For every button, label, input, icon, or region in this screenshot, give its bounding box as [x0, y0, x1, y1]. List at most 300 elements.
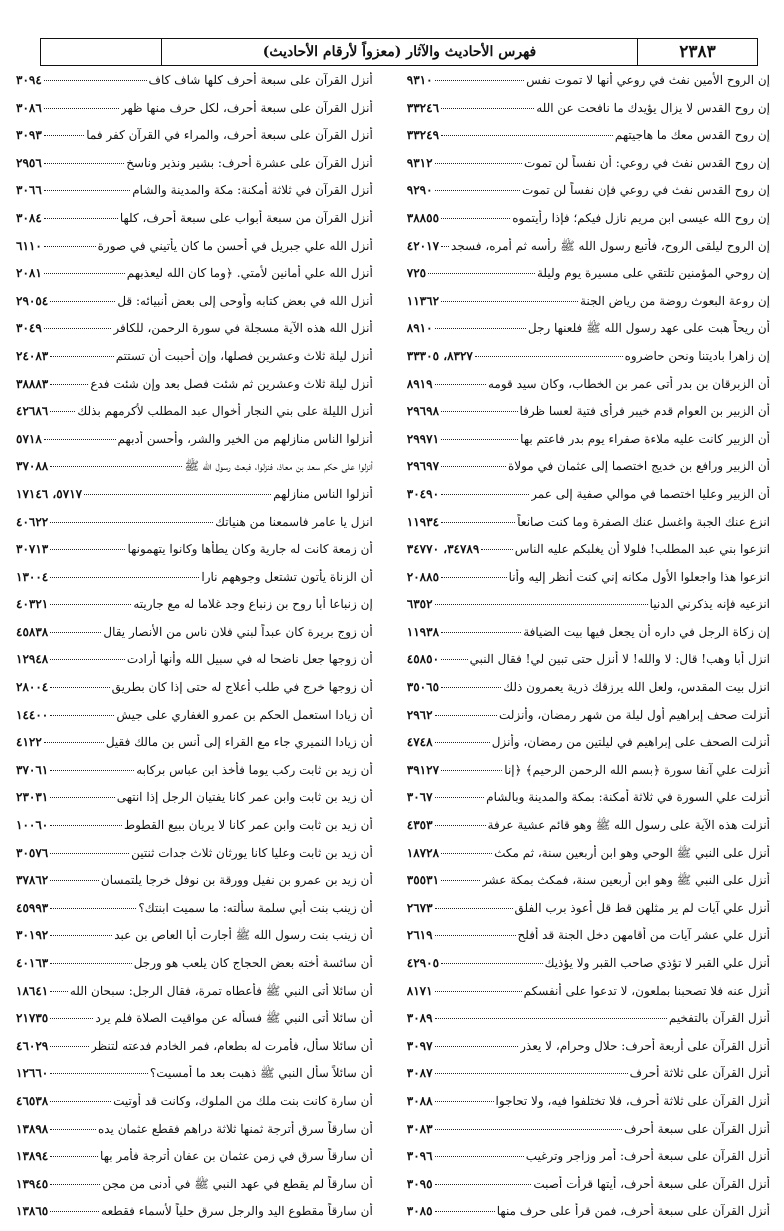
- entry-text: أنزلت علي آنفا سورة ﴿بسم الله الرحمن الرحيم﴾ ﴿إنا: [504, 762, 770, 777]
- entry-number: ٤٧٤٨: [406, 735, 433, 750]
- entry-number: ٤٠١٦٣: [16, 956, 49, 970]
- entry-text: إن روح القدس نفث في روعي فإن نفساً لن تموت: [521, 183, 770, 198]
- index-entry: [16, 569, 373, 597]
- entry-text: أنزل على النبي ﷺ الوحي وهو ابن أربعين سنة، ثم مكث: [494, 845, 770, 860]
- entry-text: أنزل القرآن على سبعة أحرف: [624, 1121, 770, 1136]
- entry-text: أنزل القرآن على سبعة أحرف: أمر وزاجر وترغيب: [525, 1149, 770, 1164]
- entry-text: أنزل القرآن في ثلاثة أمكنة: مكة والمدينة والشام: [132, 183, 373, 198]
- entry-text: أنزل القرآن بالتفخيم: [668, 1011, 770, 1026]
- entry-text: أنزل القرآن على أربعة أحرف: حلال وحرام، لا يعذر: [520, 1038, 770, 1053]
- index-entry: [16, 486, 373, 514]
- index-entry: [16, 293, 373, 321]
- entry-number: ٢٩٩٧١: [406, 431, 440, 446]
- dot-leader: [50, 687, 109, 688]
- entry-number: ٣٧٨٦٢: [16, 873, 49, 888]
- dot-leader: [50, 1046, 89, 1047]
- entry-text: أنزل الليلة على بني النجار أخوال عبد المطلب لأكرمهم بذلك: [77, 404, 373, 419]
- entry-text: أن سائلا أتى النبي ﷺ فأعطاه تمرة، فقال الرجل: سبحان الله: [69, 983, 373, 998]
- entry-text: أن زينب بنت رسول الله ﷺ أجارت أبا العاص بن عبد: [114, 928, 373, 943]
- entry-number: ٢٤٠٨٣: [16, 348, 49, 363]
- entry-text: أن سائلا أتى النبي ﷺ فسأله عن مواقيت الصلاة فلم يرد: [95, 1011, 373, 1026]
- dot-leader: [435, 328, 526, 329]
- index-entry: [16, 734, 373, 762]
- entry-text: أنزلت هذه الآية على رسول الله ﷺ وهو قائم عشية عرفة: [487, 818, 770, 833]
- dot-leader: [44, 190, 130, 191]
- dot-leader: [435, 1184, 532, 1185]
- entry-number: ١٣٩٤٥: [16, 1176, 49, 1191]
- entry-number: ٥٧١٨: [16, 431, 42, 446]
- index-entry: [407, 651, 770, 679]
- dot-leader: [44, 108, 119, 109]
- entry-number: ٤٦٠٢٩: [16, 1038, 49, 1053]
- entry-number: ٣٠٨٤: [16, 210, 42, 225]
- dot-leader: [50, 1211, 99, 1212]
- page-header: [40, 38, 758, 66]
- entry-number: ٣٠٦٧: [406, 790, 433, 805]
- dot-leader: [435, 604, 648, 605]
- dot-leader: [435, 825, 486, 826]
- entry-text: إن روعة البعوث روضة من رياض الجنة: [580, 293, 770, 308]
- entry-text: أنزل القرآن على سبعة أحرف، أيتها قرأت أصبت: [533, 1176, 770, 1191]
- dot-leader: [441, 577, 507, 578]
- entry-number: ٢٩٠٥٤: [16, 293, 49, 308]
- entry-number: ٢٦١٩: [406, 928, 433, 943]
- dot-leader: [50, 797, 114, 798]
- entry-text: أنزل القرآن على ثلاثة أحرف، فلا تختلفوا فيه، ولا تحاجوا: [495, 1093, 770, 1108]
- dot-leader: [435, 715, 497, 716]
- index-entry: [407, 927, 770, 955]
- index-entry: [16, 789, 373, 817]
- dot-leader: [50, 604, 131, 605]
- index-entry: [407, 182, 770, 210]
- entry-text: أن زيد بن ثابت ركب يوما فأخذ ابن عباس بركابه: [136, 762, 373, 777]
- dot-leader: [428, 273, 535, 274]
- entry-text: أنزل القرآن من سبعة أبواب على سبعة أحرف، كلها: [119, 210, 373, 225]
- entry-text: أنزلوا الناس منازلهم: [273, 486, 373, 501]
- entry-number: ٩٣١٢: [406, 155, 433, 170]
- entry-number: ٣٠١٩٢: [16, 928, 49, 943]
- entry-text: انزل يا عامر فاسمعنا من هنياتك: [215, 514, 373, 529]
- entry-number: ٣٨٨٥٥: [406, 210, 440, 225]
- entry-text: انزعوا هذا واجعلوا الأول مكانه إني كنت أنظر إليه وأنا: [508, 569, 770, 584]
- entry-text: إن الروح الأمين نفث في روعي أنها لا تموت نفس: [526, 73, 770, 87]
- index-entry: [407, 376, 770, 404]
- index-entry: [407, 596, 770, 624]
- index-entry: [407, 100, 770, 128]
- index-entry: [16, 1093, 373, 1121]
- entry-number: ٤٥٨٥٠: [406, 652, 440, 667]
- index-entry: [407, 1010, 770, 1038]
- dot-leader: [435, 1046, 519, 1047]
- entry-text: أنزلوا على حكم سعد بن معاذ، فنزلوا، فبعث رسول الله ﷺ: [184, 459, 373, 474]
- dot-leader: [50, 1129, 96, 1130]
- index-entry: [16, 72, 373, 100]
- entry-number: ١١٩٣٨: [406, 624, 440, 639]
- entry-number: ١٢٩٤٨: [16, 652, 49, 667]
- entry-text: أن زيد بن عمرو بن نفيل وورقة بن نوفل خرجا يلتمسان: [100, 873, 373, 888]
- entry-number: ٢٨٠٠٤: [16, 680, 49, 695]
- entry-number: ٣٤٧٨٩، ٣٤٧٧٠: [406, 542, 480, 557]
- dot-leader: [50, 935, 112, 936]
- index-entry: [16, 707, 373, 735]
- entry-text: إن زكاة الرجل في داره أن يجعل فيها بيت الضيافة: [523, 624, 770, 639]
- index-entry: [407, 707, 770, 735]
- index-entry: [16, 238, 373, 266]
- entry-number: ٤٥٨٣٨: [16, 624, 49, 639]
- index-entry: [407, 789, 770, 817]
- entry-text: أن سائلاً سأل النبي ﷺ ذهبت بعد ما أمسيت؟: [149, 1066, 373, 1081]
- entry-text: أن سارقاً سرق في زمن عثمان بن عفان أترجة فأمر بها: [100, 1149, 373, 1164]
- dot-leader: [50, 1184, 100, 1185]
- entry-number: ٨٩١٠: [406, 321, 433, 336]
- entry-number: ٨٩١٩: [406, 376, 433, 391]
- index-entry: [407, 1093, 770, 1121]
- entry-number: ٣٠٦٦: [16, 183, 42, 198]
- dot-leader: [50, 1101, 111, 1102]
- index-entry: [407, 458, 770, 486]
- entry-text: أنزل القرآن على سبعة أحرف كلها شاف كاف: [148, 73, 373, 87]
- entry-text: أنزل علي القبر لا تؤذي صاحب القبر ولا يؤذيك: [544, 956, 770, 970]
- entry-number: ٢٠٨٨٥: [406, 569, 440, 584]
- dot-leader: [50, 853, 129, 854]
- index-entry: [407, 320, 770, 348]
- dot-leader: [50, 384, 88, 385]
- entry-text: أن زيد بن ثابت وعليا كانا يورثان ثلاث جدات ثنتين: [131, 845, 373, 860]
- entry-number: ٣٠٩٧: [406, 1038, 433, 1053]
- left-column: [10, 66, 387, 1219]
- dot-leader: [50, 411, 75, 412]
- dot-leader: [481, 549, 512, 550]
- entry-number: ٣٣٢٤٩: [406, 128, 440, 143]
- entry-number: ١٨٧٢٨: [406, 845, 440, 860]
- entry-text: إن روح القدس نفث في روعي: أن نفساً لن تموت: [523, 155, 770, 170]
- dot-leader: [435, 742, 490, 743]
- dot-leader: [441, 770, 502, 771]
- entry-number: ٩٢٩٠: [406, 183, 433, 198]
- dot-leader: [44, 328, 112, 329]
- dot-leader: [50, 880, 99, 881]
- index-entry: [16, 376, 373, 404]
- dot-leader: [50, 825, 122, 826]
- dot-leader: [435, 163, 522, 164]
- entry-number: ٢٩٥٦: [16, 155, 42, 170]
- index-entry: [16, 320, 373, 348]
- index-entry: [407, 210, 770, 238]
- entry-text: أنزل القرآن على سبعة أحرف، لكل حرف منها ظهر: [120, 100, 373, 115]
- entry-text: أن الزبير بن العوام قدم خيبر فرأى فتية لعسا ظرفا: [519, 404, 770, 419]
- dot-leader: [435, 1129, 622, 1130]
- entry-number: ٣٣٢٤٦: [406, 100, 440, 115]
- index-entry: [16, 1148, 373, 1176]
- entry-text: أنزلت الصحف على إبراهيم في ليلتين من رمضان، وأنزل: [491, 735, 770, 750]
- index-entry: [407, 293, 770, 321]
- entry-number: ١٣٠٠٤: [16, 569, 49, 584]
- index-entry: [16, 1203, 373, 1231]
- entry-text: أن زوجها خرج في طلب أعلاج له حتى إذا كان بطريق: [111, 680, 373, 695]
- entry-number: ٤٦٥٣٨: [16, 1093, 49, 1108]
- entry-number: ٣٠٥٧٦: [16, 845, 49, 860]
- dot-leader: [50, 1018, 93, 1019]
- index-entry: [16, 1038, 373, 1066]
- dot-leader: [435, 1101, 494, 1102]
- header-blank-cell: [41, 39, 161, 65]
- entry-text: أن سارقاً سرق أترجة ثمنها ثلاثة دراهم فقطع عثمان يده: [97, 1121, 373, 1136]
- entry-number: ٢٩٦٢: [406, 707, 433, 722]
- dot-leader: [441, 494, 529, 495]
- dot-leader: [441, 439, 518, 440]
- index-entry: [16, 458, 373, 486]
- entry-text: انزع عنك الجبة واغسل عنك الصفرة وما كنت صانعاً: [517, 514, 770, 529]
- entry-text: أن زيادا استعمل الحكم بن عمرو الغفاري على جيش: [116, 707, 373, 722]
- entry-text: أنزل علي عشر آيات من أقامهن دخل الجنة قد أفلح: [517, 928, 770, 943]
- entry-text: أن سائسة أخته بعض الحجاج كان يلعب هو ورجل: [133, 956, 373, 970]
- entry-number: ١١٩٣٤: [406, 514, 440, 529]
- entry-text: إن روح الله عيسى ابن مريم نازل فيكم؛ فإذا رأيتموه: [512, 210, 770, 225]
- index-entry: [407, 569, 770, 597]
- entry-text: أن سارقاً لم يقطع في عهد النبي ﷺ في أدنى من مجن: [102, 1176, 373, 1191]
- dot-leader: [435, 80, 525, 81]
- entry-number: ٣٧٠٨٨: [16, 459, 49, 474]
- index-entry: [16, 265, 373, 293]
- index-entry: [407, 514, 770, 542]
- entry-text: أن الزبرقان بن بدر أتى عمر بن الخطاب، وكان سيد قومه: [488, 376, 770, 391]
- index-entry: [16, 514, 373, 542]
- entry-number: ٤٠٣٢١: [16, 597, 49, 612]
- dot-leader: [50, 770, 134, 771]
- entry-text: أنزل الله في بعض كتابه وأوحى إلى بعض أنبيائه: قل: [117, 293, 373, 308]
- entry-text: أن الزناة يأتون تشتعل وجوههم نارا: [201, 569, 373, 584]
- index-entry: [407, 265, 770, 293]
- entry-text: إن روح القدس لا يزال يؤيدك ما نافحت عن الله: [536, 100, 770, 115]
- dot-leader: [435, 1211, 495, 1212]
- index-entry: [407, 983, 770, 1011]
- entry-number: ١٠٠٦٠: [16, 818, 49, 833]
- entry-text: أن زيد بن ثابت وابن عمر كانا يفتيان الرجل إذا انتهى: [116, 790, 373, 805]
- index-entry: [16, 1010, 373, 1038]
- dot-leader: [441, 687, 501, 688]
- dot-leader: [44, 135, 84, 136]
- entry-number: ٨١٧١: [406, 983, 433, 998]
- entry-number: ٣٠٨٨: [406, 1093, 433, 1108]
- entry-number: ٣٥٠٦٥: [406, 680, 440, 695]
- entry-number: ٣٠٨٧: [406, 1066, 433, 1081]
- entry-text: أنزل القرآن على عشرة أحرف: بشير ونذير وناسخ: [126, 155, 373, 170]
- entry-number: ٤١٢٢: [16, 735, 42, 750]
- entry-number: ٧٢٥: [406, 266, 427, 281]
- entry-text: إن زاهرا باديتنا ونحن حاضروه: [624, 348, 770, 363]
- dot-leader: [441, 108, 534, 109]
- dot-leader: [50, 549, 125, 550]
- index-entry: [407, 734, 770, 762]
- index-entry: [16, 182, 373, 210]
- entry-text: أنزلت صحف إبراهيم أول ليلة من شهر رمضان، وأنزلت: [499, 707, 770, 722]
- dot-leader: [435, 1073, 628, 1074]
- dot-leader: [50, 963, 131, 964]
- entry-number: ٣٨٨٨٣: [16, 376, 49, 391]
- dot-leader: [50, 632, 101, 633]
- index-entry: [407, 1038, 770, 1066]
- entry-number: ٥٧١٧، ١٧١٤٦: [16, 486, 83, 501]
- entry-number: ٤٢٠١٧: [406, 238, 440, 253]
- index-entry: [407, 872, 770, 900]
- entry-number: ٣٠٤٩: [16, 321, 42, 336]
- dot-leader: [435, 935, 516, 936]
- entry-text: أن سارقاً مقطوع اليد والرجل سرق حلياً لأسماء فقطعه: [101, 1204, 373, 1219]
- entry-text: أن الزبير وعليا اختصما في موالي صفية إلى عمر: [531, 486, 770, 501]
- dot-leader: [441, 301, 578, 302]
- entry-number: ٨٣٢٧، ٣٣٣٠٥: [406, 348, 473, 363]
- entry-text: أنزل الله هذه الآية مسجلة في سورة الرحمن، للكافر: [113, 321, 373, 336]
- entry-number: ١٣٨٩٤: [16, 1149, 49, 1164]
- dot-leader: [441, 522, 515, 523]
- index-entry: [407, 955, 770, 983]
- entry-text: انزل بيت المقدس، ولعل الله يرزقك ذرية يعمرون ذلك: [503, 680, 770, 695]
- entry-number: ٣٠٩٣: [16, 128, 42, 143]
- index-entry: [407, 1148, 770, 1176]
- dot-leader: [435, 797, 485, 798]
- entry-text: أن زيد بن ثابت وابن عمر كانا لا يريان ببيع القطوط: [123, 818, 373, 833]
- entry-number: ٢٩٦٩٧: [406, 459, 440, 474]
- entry-text: أنزل القرآن على سبعة أحرف، فمن قرأ على حرف منها: [496, 1204, 770, 1219]
- entry-number: ٤٥٩٩٣: [16, 900, 49, 915]
- entry-number: ٢٣٠٣١: [16, 790, 49, 805]
- dot-leader: [50, 715, 114, 716]
- entry-text: إن الروح ليلقى الروح، فأتبع رسول الله ﷺ رأسه ثم أمره، فسجد: [451, 238, 770, 253]
- entry-text: انزعيه فإنه يذكرني الدنيا: [649, 597, 770, 612]
- dot-leader: [84, 494, 271, 495]
- dot-leader: [441, 632, 521, 633]
- entry-text: أنزل ليلة ثلاث وعشرين فصلها، وإن أحببت أن تستتم: [115, 348, 373, 363]
- index-entry: [407, 1065, 770, 1093]
- dot-leader: [50, 466, 182, 467]
- index-columns: [10, 66, 774, 1219]
- index-entry: [16, 927, 373, 955]
- dot-leader: [435, 384, 486, 385]
- dot-leader: [475, 356, 623, 357]
- dot-leader: [435, 190, 520, 191]
- dot-leader: [44, 742, 104, 743]
- dot-leader: [441, 853, 492, 854]
- index-entry: [16, 900, 373, 928]
- entry-number: ٣٠٩٤: [16, 73, 42, 87]
- dot-leader: [435, 991, 522, 992]
- entry-number: ٤٣٥٣: [406, 818, 433, 833]
- entry-number: ١٣٨٩٨: [16, 1121, 49, 1136]
- entry-text: أنزل على النبي ﷺ وهو ابن أربعين سنة، فمكث بمكة عشر: [481, 873, 770, 888]
- entry-text: أنزلوا الناس منازلهم من الخير والشر، وأحسن أدبهم: [117, 431, 373, 446]
- entry-text: إن روحي المؤمنين تلتقي على مسيرة يوم وليلة: [536, 266, 770, 281]
- dot-leader: [50, 991, 68, 992]
- dot-leader: [435, 908, 513, 909]
- dot-leader: [435, 1018, 667, 1019]
- right-column: [387, 66, 774, 1219]
- dot-leader: [435, 1156, 524, 1157]
- dot-leader: [44, 163, 124, 164]
- index-entry: [16, 624, 373, 652]
- index-entry: [407, 1203, 770, 1231]
- entry-number: ٣٠٨٦: [16, 100, 42, 115]
- dot-leader: [44, 439, 116, 440]
- entry-number: ٣٠٩٥: [406, 1176, 433, 1191]
- index-entry: [407, 624, 770, 652]
- index-entry: [407, 127, 770, 155]
- index-entry: [407, 431, 770, 459]
- entry-text: أن سائلا سأل، فأمرت له بطعام، فمر الخادم فدعته لتنظر: [90, 1038, 373, 1053]
- index-entry: [407, 679, 770, 707]
- entry-text: إن زنباعا أبا روح بن زنباع وجد غلاما له مع جاريته: [133, 597, 373, 612]
- dot-leader: [441, 411, 517, 412]
- entry-text: أنزل الله علي جبريل في أحسن ما كان يأتيني في صورة: [97, 238, 373, 253]
- dot-leader: [50, 577, 199, 578]
- entry-text: إن روح القدس معك ما هاجيتهم: [614, 128, 770, 143]
- dot-leader: [44, 246, 96, 247]
- index-entry: [16, 1065, 373, 1093]
- entry-text: أن زينب بنت أبي سلمة سألته: ما سميت ابنتك؟: [138, 900, 373, 915]
- dot-leader: [44, 80, 147, 81]
- entry-number: ٣٠٨٣: [406, 1121, 433, 1136]
- entry-text: أن زوجها جعل ناضحا له في سبيل الله وأنها أرادت: [126, 652, 373, 667]
- index-entry: [407, 845, 770, 873]
- entry-number: ١٨٦٤١: [16, 983, 49, 998]
- entry-number: ٢٠٨١: [16, 266, 42, 281]
- entry-number: ١١٣٦٢: [406, 293, 440, 308]
- dot-leader: [44, 218, 118, 219]
- entry-text: أن ريحاً هبت على عهد رسول الله ﷺ فلعنها رجل: [527, 321, 770, 336]
- entry-text: أنزل القرآن على ثلاثة أحرف: [629, 1066, 770, 1081]
- index-entry: [407, 900, 770, 928]
- entry-number: ٣٠٨٩: [406, 1011, 433, 1026]
- index-entry: [407, 238, 770, 266]
- entry-text: أنزل القرآن على سبعة أحرف، والمراء في القرآن كفر فما: [86, 128, 373, 143]
- entry-number: ٣٥٥٣١: [406, 873, 440, 888]
- dot-leader: [50, 522, 213, 523]
- entry-text: أن زيادا النميري جاء مع القراء إلى أنس بن مالك فقيل: [105, 735, 373, 750]
- entry-number: ٤٢٩٠٥: [406, 956, 440, 970]
- index-entry: [16, 1176, 373, 1204]
- entry-number: ٤٢٦٨٦: [16, 404, 49, 419]
- entry-number: ٣٧٠٦١: [16, 762, 49, 777]
- index-entry: [16, 1121, 373, 1149]
- index-entry: [407, 155, 770, 183]
- index-entry: [16, 872, 373, 900]
- dot-leader: [441, 218, 510, 219]
- dot-leader: [50, 1156, 98, 1157]
- index-entry: [16, 348, 373, 376]
- entry-number: ٣٠٧١٣: [16, 542, 49, 557]
- dot-leader: [50, 659, 125, 660]
- entry-text: انزل أبا وهب! قال: لا والله! لا أنزل حتى تبين لي! فقال النبي: [469, 652, 770, 667]
- dot-leader: [441, 880, 480, 881]
- entry-number: ٩٣١٠: [406, 73, 433, 87]
- dot-leader: [50, 908, 136, 909]
- dot-leader: [44, 273, 125, 274]
- entry-number: ١٣٨٦٥: [16, 1204, 49, 1219]
- index-entry: [16, 762, 373, 790]
- index-entry: [407, 1176, 770, 1204]
- entry-number: ٣٠٨٥: [406, 1204, 433, 1219]
- entry-number: ١٢٦٦٠: [16, 1066, 49, 1081]
- index-entry: [16, 817, 373, 845]
- dot-leader: [441, 963, 543, 964]
- entry-number: ٣٠٤٩٠: [406, 486, 440, 501]
- dot-leader: [50, 1073, 148, 1074]
- index-entry: [16, 127, 373, 155]
- entry-number: ٢١٧٣٥: [16, 1011, 49, 1026]
- entry-number: ٢٦٧٣: [406, 900, 433, 915]
- index-entry: [16, 155, 373, 183]
- index-entry: [407, 72, 770, 100]
- entry-number: ٣٩١٢٧: [406, 762, 440, 777]
